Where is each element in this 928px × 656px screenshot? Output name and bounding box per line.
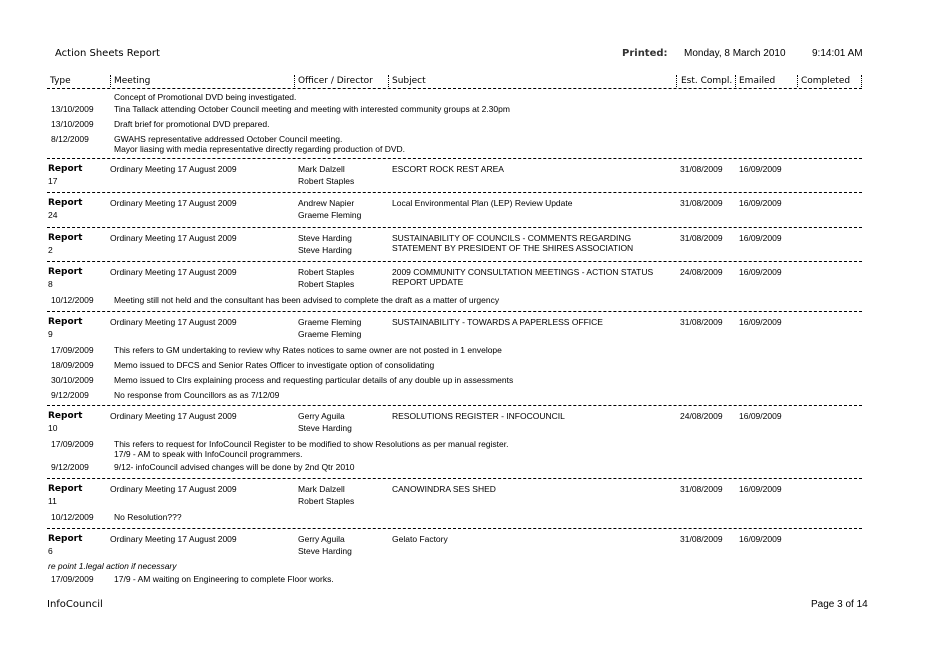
record-type: Report [48,267,83,277]
note-text: GWAHS representative addressed October Council meeting. [114,134,343,144]
record-est-compl: 31/08/2009 [680,484,723,494]
record-subject: 2009 COMMUNITY CONSULTATION MEETINGS - ACTION STATUS [392,267,654,277]
record-rule [47,528,862,529]
note-date: 8/12/2009 [51,134,89,144]
printed-date: Monday, 8 March 2010 [684,48,786,59]
note-date: 10/12/2009 [51,512,94,522]
record-rule [47,261,862,262]
record-subject: CANOWINDRA SES SHED [392,484,496,494]
note-text: Meeting still not held and the consultant has been advised to complete the draft as a matter of urgency [114,295,500,305]
footer-brand: InfoCouncil [47,599,103,610]
col-meeting: Meeting [114,76,151,86]
record-officer: Andrew Napier [298,198,355,208]
record-meeting: Ordinary Meeting 17 August 2009 [110,484,237,494]
record-number: 24 [48,210,58,220]
record-director: Steve Harding [298,245,352,255]
record-number: 9 [48,329,53,339]
page-number: Page 3 of 14 [811,599,868,610]
record-emailed: 16/09/2009 [739,267,782,277]
record-director: Graeme Fleming [298,329,362,339]
record-meeting: Ordinary Meeting 17 August 2009 [110,164,237,174]
report-title: Action Sheets Report [55,48,160,59]
record-director: Robert Staples [298,496,355,506]
note-text: Memo issued to Clrs explaining process and requesting particular details of any double up in assessments [114,375,514,385]
note-text: 17/9 - AM to speak with InfoCouncil programmers. [114,449,303,459]
col-separator [861,75,862,87]
record-meeting: Ordinary Meeting 17 August 2009 [110,534,237,544]
record-type: Report [48,198,83,208]
printed-time: 9:14:01 AM [812,48,863,59]
record-number: 2 [48,245,53,255]
record-emailed: 16/09/2009 [739,317,782,327]
record-type: Report [48,411,83,421]
record-rule [47,158,862,159]
note-date: 10/12/2009 [51,295,94,305]
col-separator [110,75,111,87]
header-rule [47,88,862,89]
record-meeting: Ordinary Meeting 17 August 2009 [110,267,237,277]
record-emailed: 16/09/2009 [739,484,782,494]
printed-label: Printed: [622,48,668,59]
record-director: Robert Staples [298,279,355,289]
record-director: Robert Staples [298,176,355,186]
record-meeting: Ordinary Meeting 17 August 2009 [110,233,237,243]
record-number: 6 [48,546,53,556]
note-date: 30/10/2009 [51,375,94,385]
record-subject: ESCORT ROCK REST AREA [392,164,504,174]
record-subject-line2: REPORT UPDATE [392,277,464,287]
record-officer: Graeme Fleming [298,317,362,327]
record-officer: Robert Staples [298,267,355,277]
note-date: 17/09/2009 [51,345,94,355]
record-est-compl: 31/08/2009 [680,198,723,208]
record-est-compl: 31/08/2009 [680,233,723,243]
record-subject: Gelato Factory [392,534,448,544]
record-subject: SUSTAINABILITY - TOWARDS A PAPERLESS OFFICE [392,317,603,327]
note-text: This refers to GM undertaking to review why Rates notices to same owner are not posted in 1 envelope [114,345,502,355]
note-date: 9/12/2009 [51,390,89,400]
record-emailed: 16/09/2009 [739,534,782,544]
record-officer: Gerry Aguila [298,411,345,421]
record-director: Steve Harding [298,423,352,433]
record-type: Report [48,534,83,544]
record-subject-line2: STATEMENT BY PRESIDENT OF THE SHIRES ASSOCIATION [392,243,634,253]
note-date: 17/09/2009 [51,574,94,584]
record-officer: Gerry Aguila [298,534,345,544]
record-est-compl: 24/08/2009 [680,267,723,277]
col-separator [388,75,389,87]
record-officer: Mark Dalzell [298,164,345,174]
record-rule [47,311,862,312]
record-number: 8 [48,279,53,289]
record-rule [47,478,862,479]
record-type: Report [48,484,83,494]
note-text: No response from Councillors as as 7/12/09 [114,390,280,400]
record-est-compl: 31/08/2009 [680,534,723,544]
note-date: 18/09/2009 [51,360,94,370]
note-text: No Resolution??? [114,512,182,522]
note-date: 9/12/2009 [51,462,89,472]
col-emailed: Emailed [739,76,776,86]
record-director: Steve Harding [298,546,352,556]
note-text: Draft brief for promotional DVD prepared. [114,119,270,129]
col-officer: Officer / Director [298,76,373,86]
record-est-compl: 24/08/2009 [680,411,723,421]
record-subject: SUSTAINABILITY OF COUNCILS - COMMENTS REGARDING [392,233,632,243]
record-meeting: Ordinary Meeting 17 August 2009 [110,317,237,327]
record-officer: Mark Dalzell [298,484,345,494]
record-subject: RESOLUTIONS REGISTER - INFOCOUNCIL [392,411,565,421]
note-text: 9/12- infoCouncil advised changes will be done by 2nd Qtr 2010 [114,462,355,472]
record-emailed: 16/09/2009 [739,164,782,174]
note-date: 13/10/2009 [51,104,94,114]
col-type: Type [50,76,71,86]
note-text: Mayor liasing with media representative directly regarding production of DVD. [114,144,406,154]
col-completed: Completed [801,76,851,86]
record-number: 17 [48,176,58,186]
note-text: This refers to request for InfoCouncil Register to be modified to show Resolutions as per manual register. [114,439,509,449]
note-date: 13/10/2009 [51,119,94,129]
record-type: Report [48,164,83,174]
record-meeting: Ordinary Meeting 17 August 2009 [110,411,237,421]
record-meeting: Ordinary Meeting 17 August 2009 [110,198,237,208]
record-number: 11 [48,496,57,506]
col-separator [797,75,798,87]
record-type: Report [48,233,83,243]
record-type: Report [48,317,83,327]
note-text: Concept of Promotional DVD being investigated. [114,92,297,102]
note-text: 17/9 - AM waiting on Engineering to complete Floor works. [114,574,334,584]
record-rule [47,227,862,228]
col-est-compl: Est. Compl. [681,76,733,86]
col-separator [735,75,736,87]
record-rule [47,405,862,406]
record-emailed: 16/09/2009 [739,233,782,243]
italic-note: re point 1.legal action if necessary [48,561,177,571]
record-rule [47,192,862,193]
col-separator [676,75,677,87]
note-text: Memo issued to DFCS and Senior Rates Officer to investigate option of consolidating [114,360,435,370]
record-director: Graeme Fleming [298,210,362,220]
record-emailed: 16/09/2009 [739,198,782,208]
record-subject: Local Environmental Plan (LEP) Review Update [392,198,573,208]
col-subject: Subject [392,76,426,86]
record-est-compl: 31/08/2009 [680,164,723,174]
col-separator [294,75,295,87]
record-emailed: 16/09/2009 [739,411,782,421]
note-text: Tina Tallack attending October Council meeting and meeting with interested community groups at 2.30pm [114,104,510,114]
record-officer: Steve Harding [298,233,352,243]
record-est-compl: 31/08/2009 [680,317,723,327]
note-date: 17/09/2009 [51,439,94,449]
record-number: 10 [48,423,58,433]
